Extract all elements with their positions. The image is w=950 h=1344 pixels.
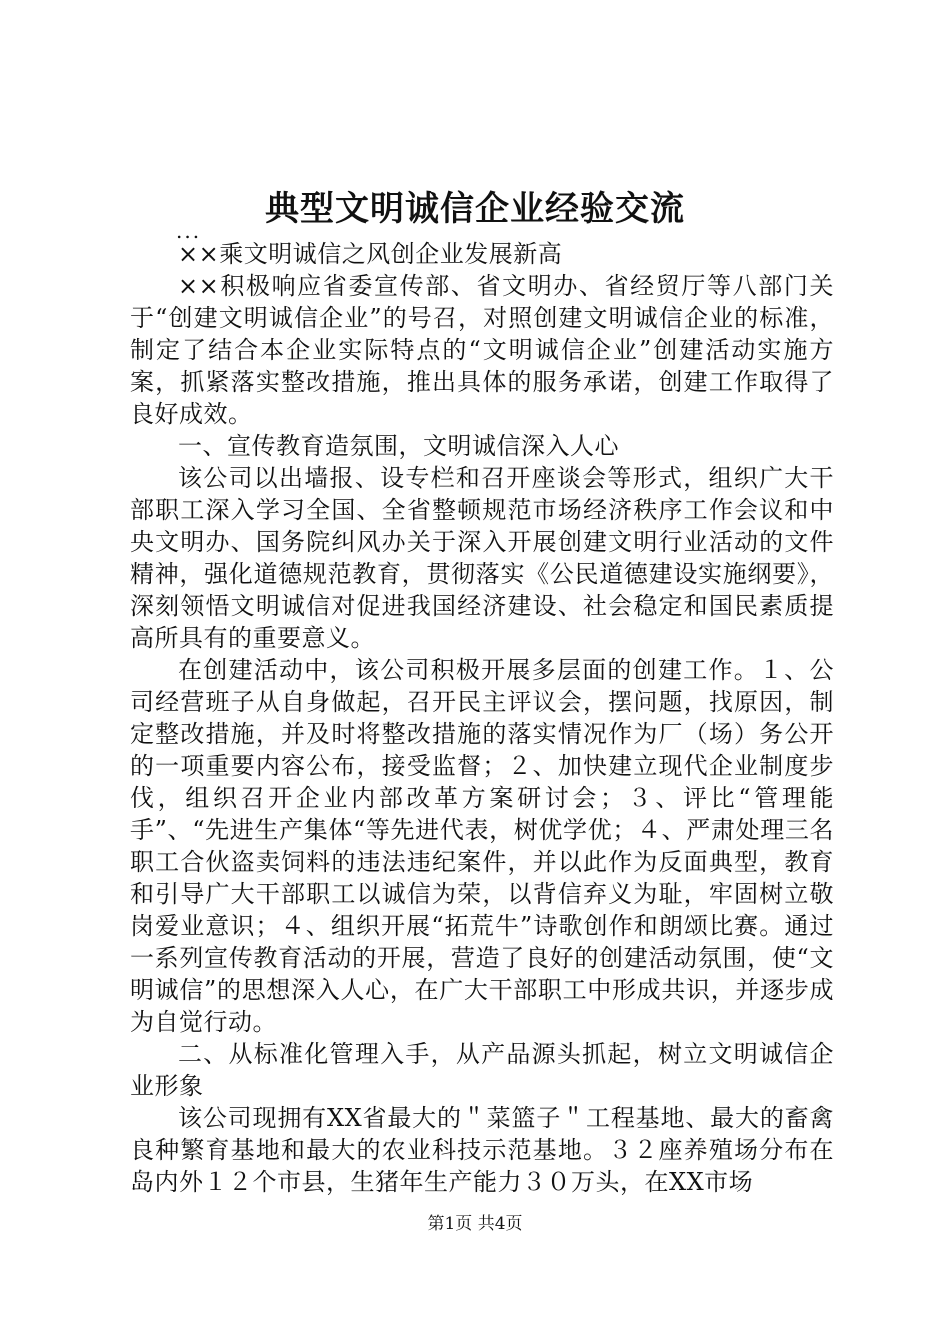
section-heading-1: 一、宣传教育造氛围，文明诚信深入人心 <box>178 432 619 460</box>
section-heading-2: 二、从标准化管理入手，从产品源头抓起，树立文明诚信企业形象 <box>130 1040 834 1100</box>
paragraph-intro: ××积极响应省委宣传部、省文明办、省经贸厅等八部门关于“创建文明诚信企业”的号召，对照创建文明诚信企业的标准，制定了结合本企业实际特点的“文明诚信企业”创建活动实施方案，抓紧落实整改措施，推出具体的服务承诺，创建工作取得了良好成效。 <box>130 272 834 428</box>
document-title: 典型文明诚信企业经验交流 <box>265 189 685 229</box>
paragraph-section-2-a: 该公司现拥有XX省最大的＂菜篮子＂工程基地、最大的畜禽良种繁育基地和最大的农业科技示范基地。３２座养殖场分布在岛内外１２个市县，生猪年生产能力３０万头，在XX市场 <box>130 1104 834 1196</box>
paragraph-subtitle: ××乘文明诚信之风创企业发展新高 <box>178 240 563 268</box>
document-body <box>130 238 834 1198</box>
ellipsis-marker: ... <box>176 219 202 243</box>
paragraph-section-1-b: 在创建活动中，该公司积极开展多层面的创建工作。１、公司经营班子从自身做起，召开民主评议会，摆问题，找原因，制定整改措施，并及时将整改措施的落实情况作为厂（场）务公开的一项重要内容公布，接受监督；２、加快建立现代企业制度步伐，组织召开企业内部改革方案研讨会；３、评比“管理能手”、“先进生产集体“等先进代表，树优学优；４、严肃处理三名职工合伙盗卖饲料的违法违纪案件，并以此作为反面典型，教育和引导广大干部职工以诚信为荣，以背信弃义为耻，牢固树立敬岗爱业意识；４、组织开展“拓荒牛”诗歌创作和朗颂比赛。通过一系列宣传教育活动的开展，营造了良好的创建活动氛围，使“文明诚信”的思想深入人心，在广大干部职工中形成共识，并逐步成为自觉行动。 <box>130 656 834 1036</box>
page-footer: 第1页 共4页 <box>427 1214 523 1234</box>
paragraph-section-1-a: 该公司以出墙报、设专栏和召开座谈会等形式，组织广大干部职工深入学习全国、全省整顿规范市场经济秩序工作会议和中央文明办、国务院纠风办关于深入开展创建文明行业活动的文件精神，强化道德规范教育，贯彻落实《公民道德建设实施纲要》，深刻领悟文明诚信对促进我国经济建设、社会稳定和国民素质提高所具有的重要意义。 <box>130 464 834 652</box>
